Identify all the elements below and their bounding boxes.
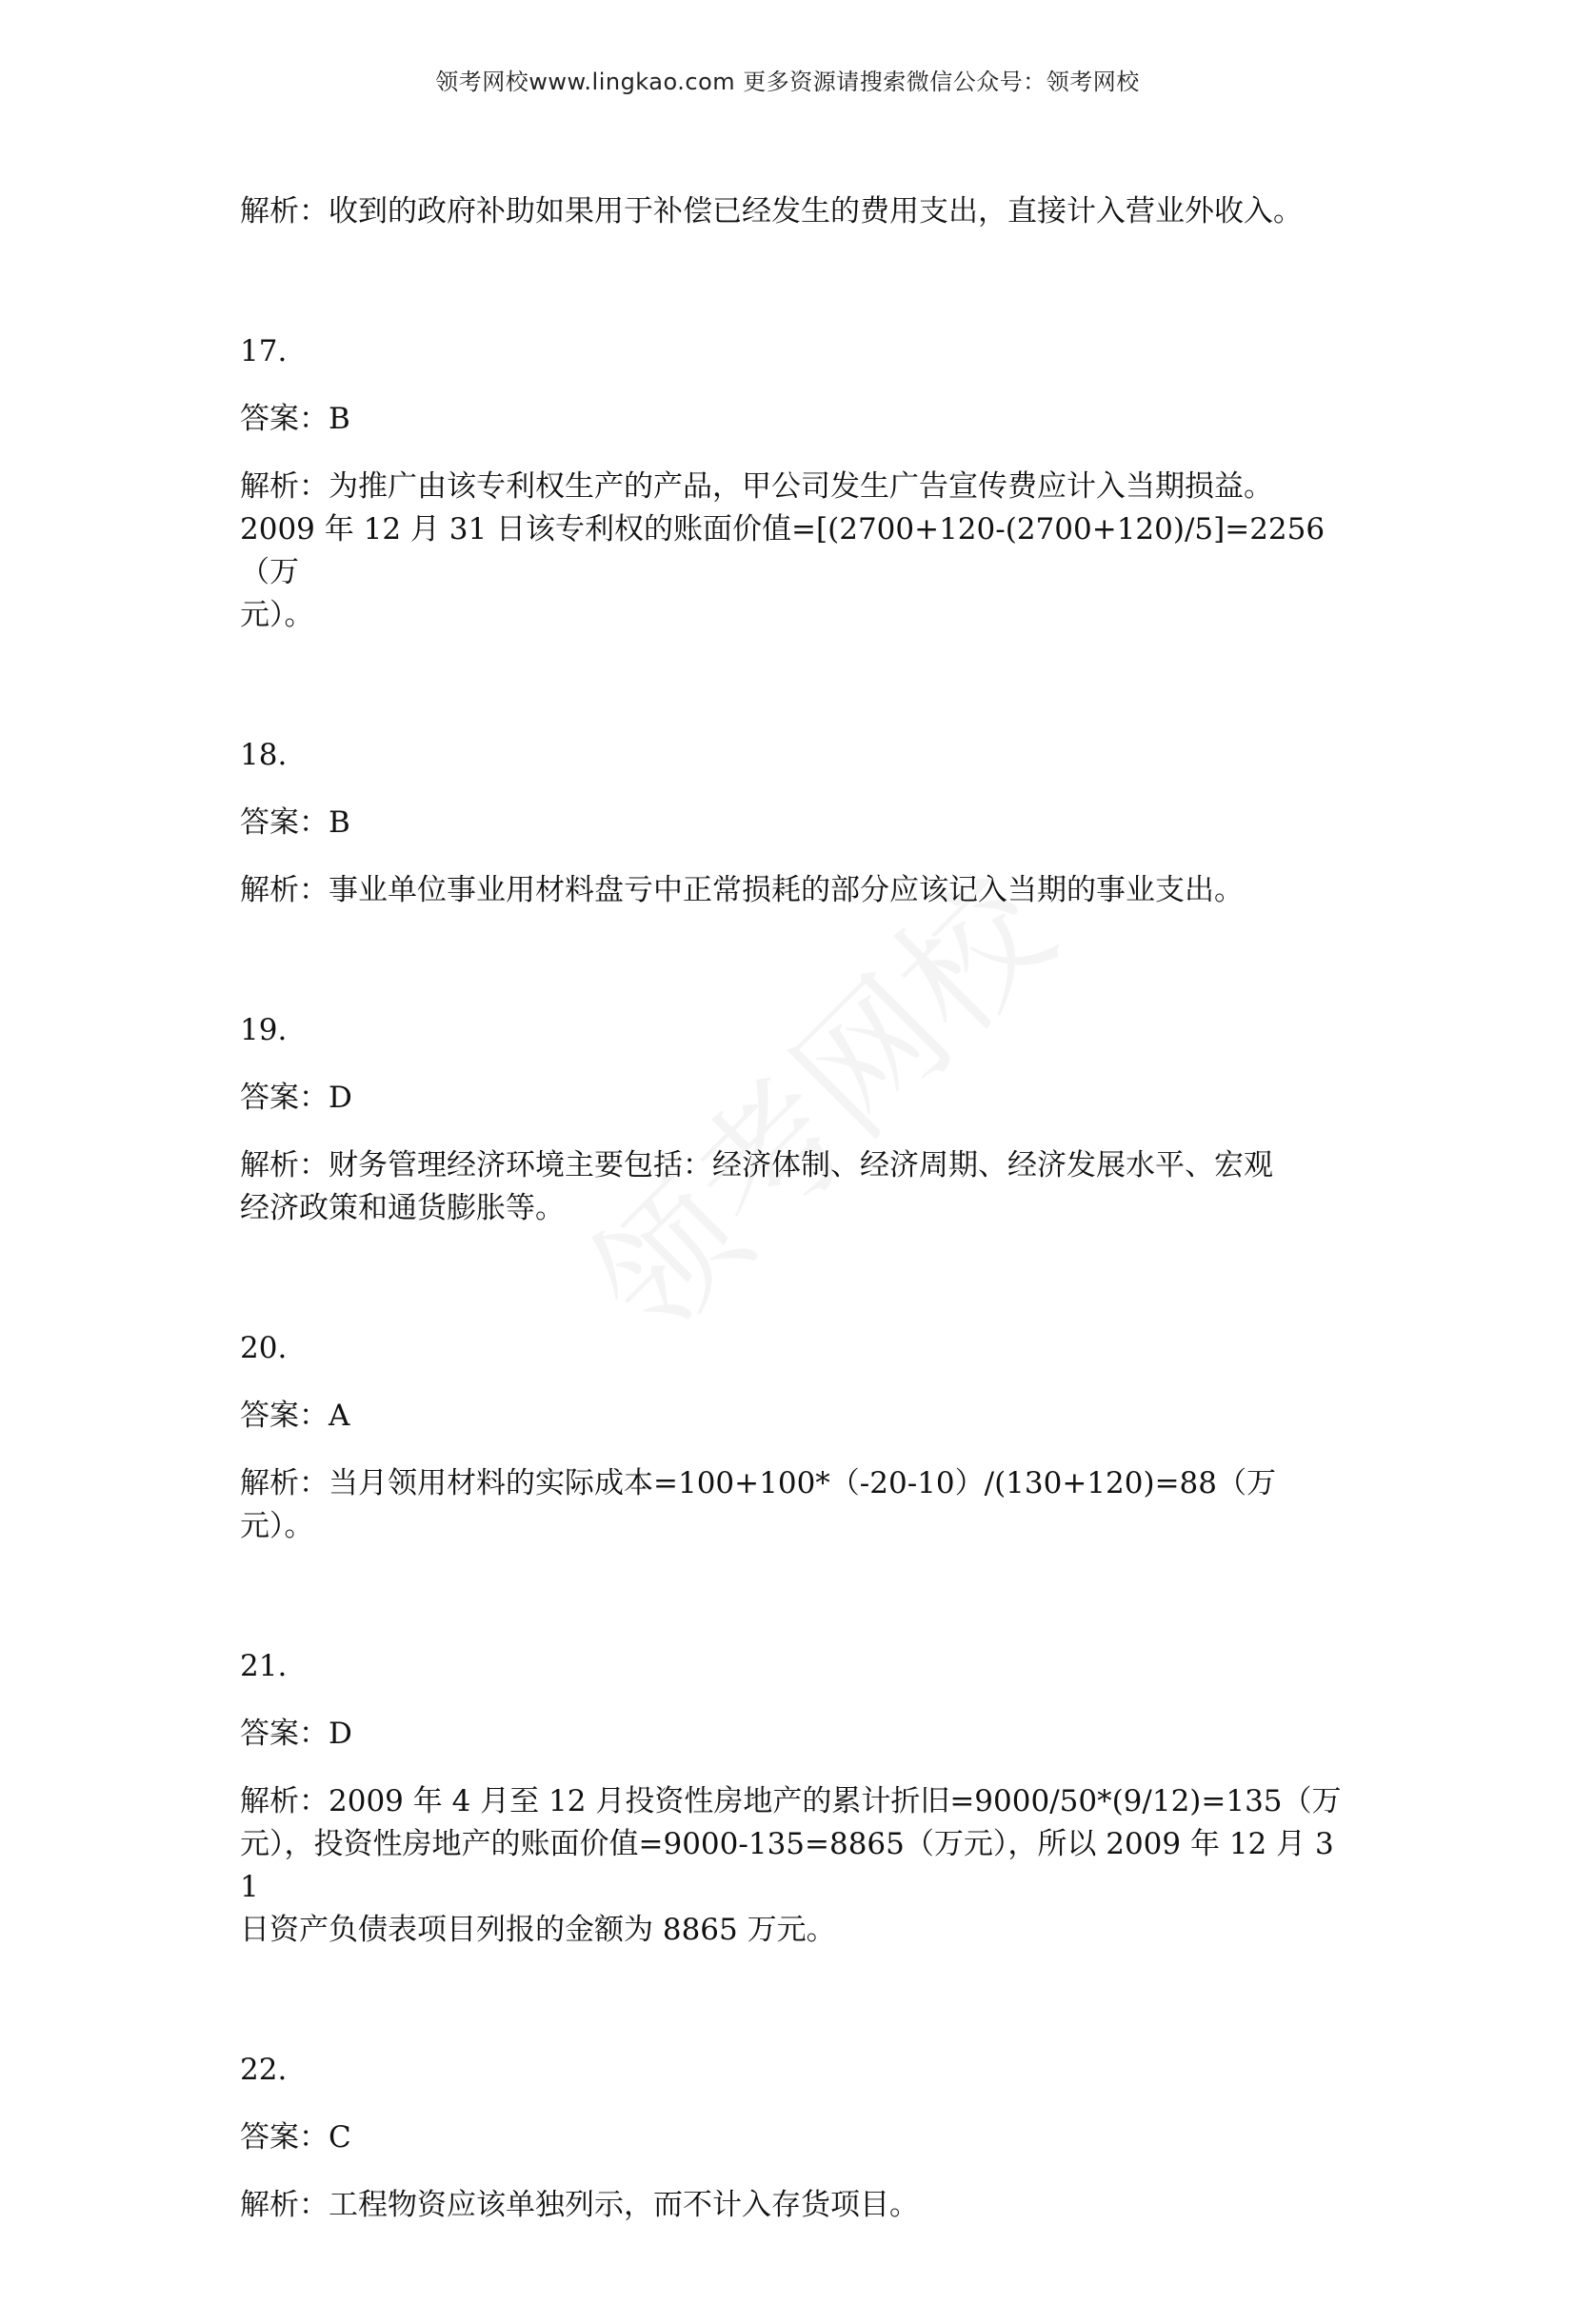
question-number: 21. — [240, 1649, 288, 1683]
explanation-line: 解析：事业单位事业用材料盘亏中正常损耗的部分应该记入当期的事业支出。 — [240, 873, 1244, 907]
question-item-21 — [240, 1645, 1345, 1952]
explanation-line: 解析：为推广由该专利权生产的产品，甲公司发生广告宣传费应计入当期损益。 — [240, 469, 1273, 504]
question-item-19 — [240, 1009, 1345, 1230]
document-body — [240, 190, 1345, 2324]
explanation — [240, 1462, 1345, 1548]
explanation-line: 元）。 — [240, 598, 314, 632]
page-header: 领考网校www.lingkao.com 更多资源请搜索微信公众号：领考网校 — [435, 69, 1140, 95]
explanation-line: 解析：财务管理经济环境主要包括：经济体制、经济周期、经济发展水平、宏观 — [240, 1148, 1273, 1182]
explanation-line: 解析：2009 年 4 月至 12 月投资性房地产的累计折旧=9000/50*(9/12)=135（万 — [240, 1784, 1342, 1818]
explanation-line: 经济政策和通货膨胀等。 — [240, 1191, 565, 1225]
question-item-20 — [240, 1327, 1345, 1548]
answer-line: 答案：D — [240, 1717, 352, 1751]
explanation-line: 元），投资性房地产的账面价值=9000-135=8865（万元），所以 2009 年 12 月 31 — [240, 1827, 1334, 1904]
question-number: 22. — [240, 2053, 288, 2087]
explanation — [240, 466, 1345, 637]
explanation — [240, 1780, 1345, 1952]
answer-line: 答案：B — [240, 402, 350, 436]
question-number: 20. — [240, 1331, 288, 1365]
answer-line: 答案：B — [240, 805, 350, 840]
intro-explanation — [240, 190, 1345, 233]
question-item-17 — [240, 330, 1345, 637]
explanation-line: 解析：工程物资应该单独列示，而不计入存货项目。 — [240, 2188, 919, 2222]
explanation-line: 解析：收到的政府补助如果用于补偿已经发生的费用支出，直接计入营业外收入。 — [240, 194, 1303, 228]
question-item-22 — [240, 2049, 1345, 2227]
explanation — [240, 1144, 1345, 1230]
answer-line: 答案：A — [240, 1399, 350, 1433]
explanation — [240, 2184, 1345, 2227]
explanation-line: 解析：当月领用材料的实际成本=100+100*（-20-10）/(130+120)=88（万元）。 — [240, 1466, 1276, 1543]
question-number: 18. — [240, 738, 288, 772]
answer-line: 答案：D — [240, 1081, 352, 1115]
explanation — [240, 869, 1345, 912]
explanation-line: 2009 年 12 月 31 日该专利权的账面价值=[(2700+120-(2700+120)/5]=2256（万 — [240, 512, 1326, 589]
question-number: 19. — [240, 1013, 288, 1047]
explanation-line: 日资产负债表项目列报的金额为 8865 万元。 — [240, 1913, 836, 1947]
answer-line: 答案：C — [240, 2120, 351, 2155]
question-number: 17. — [240, 334, 288, 368]
question-item-18 — [240, 734, 1345, 912]
